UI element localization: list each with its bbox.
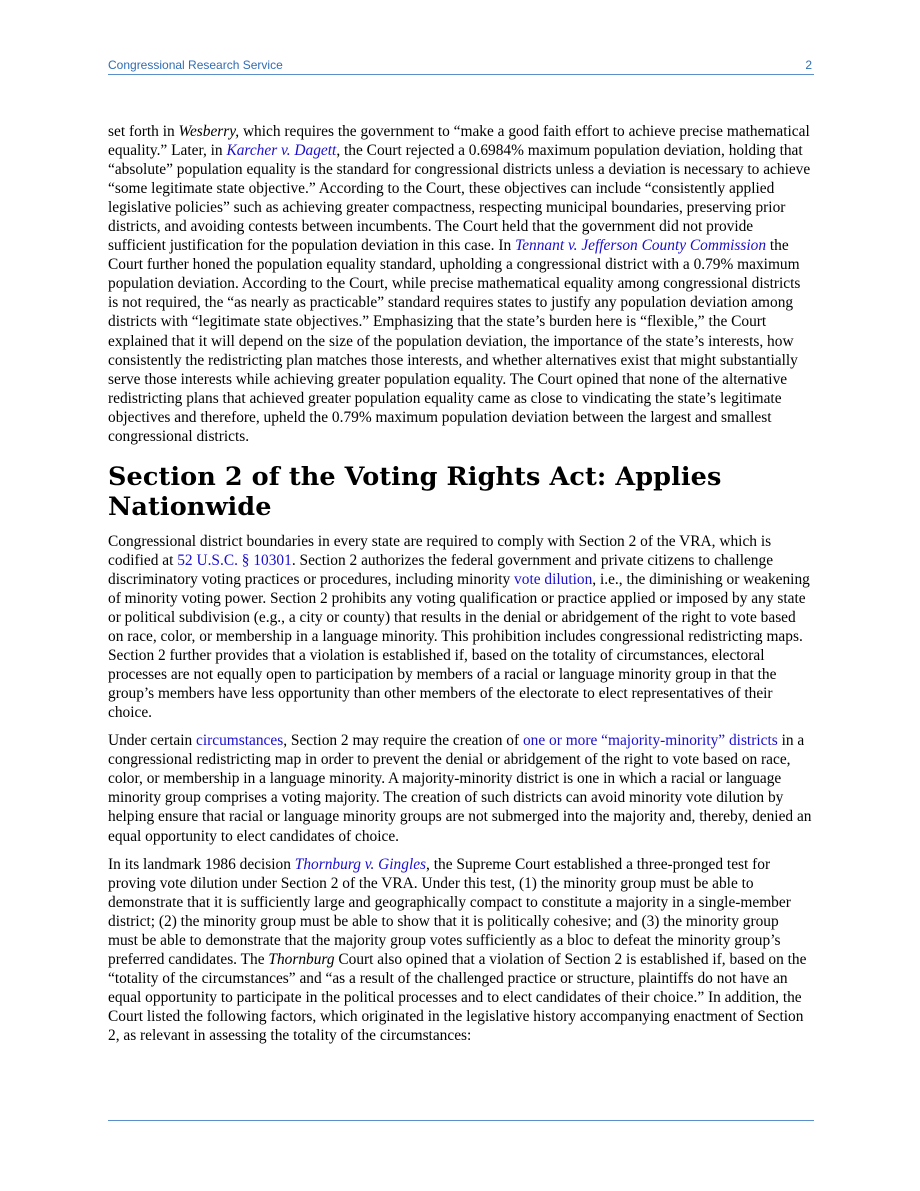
section-heading: Section 2 of the Voting Rights Act: Applies Nationwide xyxy=(108,461,722,522)
link-majority-minority-districts[interactable]: one or more “majority-minority” districts xyxy=(522,732,778,750)
case-name: Wesberry, xyxy=(178,123,240,140)
link-circumstances[interactable]: circumstances xyxy=(196,732,284,750)
case-name: Thornburg xyxy=(268,950,335,968)
link-tennant-v-jefferson-county[interactable]: Tennant v. Jefferson County Commission xyxy=(515,237,767,255)
document-body xyxy=(108,122,812,1054)
footer-rule xyxy=(108,1120,814,1121)
link-thornburg-v-gingles[interactable]: Thornburg v. Gingles xyxy=(294,855,427,873)
paragraph-population-equality: set forth in Wesberry, which requires the government to “make a good faith effort to achieve precise mathematical equality.” Later, in Karcher v. Dagett, the Court rejected a 0.6984% maximum population deviation, holding that “absolute” population equality is the standard for congressional districts unless a deviation is necessary to achieve “some legitimate state objective.” According to the Court, these objectives can include “consistently applied legislative policies” such as achieving greater compactness, respecting municipal boundaries, preserving prior districts, and avoiding contests between incumbents. The Court held that the government did not provide sufficient justification for the population deviation in this case. In Tennant v. Jefferson County Commission the Court further honed the population equality standard, upholding a congressional district with a 0.79% maximum population deviation. According to the Court, while precise mathematical equality among congressional districts is not required, the “as nearly as practicable” standard requires states to justify any population deviation among districts with “legitimate state objectives.” Emphasizing that the state’s burden here is “flexible,” the Court explained that it will depend on the size of the population deviation, the importance of the state’s interests, how consistently the redistricting plan matches those interests, and whether alternatives exist that might substantially serve those interests while achieving greater population equality. The Court opined that none of the alternative redistricting plans that achieved greater population equality came as close to vindicating the state’s legitimate objectives and therefore, upheld the 0.79% maximum population deviation between the largest and smallest congressional districts. xyxy=(108,123,811,445)
paragraph-thornburg: In its landmark 1986 decision Thornburg v. Gingles, the Supreme Court established a three-pronged test for proving vote dilution under Section 2 of the VRA. Under this test, (1) the minority group must be able to demonstrate that it is sufficiently large and geographically compact to constitute a majority in a single-member district; (2) the minority group must be able to show that it is politically cohesive; and (3) the minority group must be able to demonstrate that the majority group votes sufficiently as a bloc to defeat the minority group’s preferred candidates. The Thornburg Court also opined that a violation of Section 2 is established if, based on the “totality of the circumstances” and “as a result of the challenged practice or structure, plaintiffs do not have an equal opportunity to participate in the political processes and to elect candidates of their choice.” In addition, the Court listed the following factors, which originated in the legislative history accompanying enactment of Section 2, as relevant in assessing the totality of the circumstances: xyxy=(108,855,807,1044)
link-karcher-v-dagett[interactable]: Karcher v. Dagett xyxy=(226,142,337,160)
link-52-usc-10301[interactable]: 52 U.S.C. § 10301 xyxy=(177,551,292,569)
page-header xyxy=(108,57,814,75)
publisher-name: Congressional Research Service xyxy=(108,58,283,72)
page-number: 2 xyxy=(805,58,812,72)
link-vote-dilution[interactable]: vote dilution xyxy=(514,570,593,588)
paragraph-section-2: Congressional district boundaries in every state are required to comply with Section 2 of the VRA, which is codified at 52 U.S.C. § 10301. Section 2 authorizes the federal government and private citizens to challenge discriminatory voting practices or procedures, including minority vote dilution, i.e., the diminishing or weakening of minority voting power. Section 2 prohibits any voting qualification or practice applied or imposed by any state or political subdivision (e.g., a city or county) that results in the denial or abridgement of the right to vote based on race, color, or membership in a language minority. This prohibition includes congressional redistricting maps. Section 2 further provides that a violation is established if, based on the totality of circumstances, electoral processes are not equally open to participation by members of a racial or language minority group in that the group’s members have less opportunity than other members of the electorate to elect representatives of their choice. xyxy=(108,532,810,722)
paragraph-majority-minority: Under certain circumstances, Section 2 may require the creation of one or more “majority-minority” districts in a congressional redistricting map in order to prevent the denial or abridgement of the right to vote based on race, color, or membership in a language minority. A majority-minority district is one in which a racial or language minority group comprises a voting majority. The creation of such districts can avoid minority vote dilution by helping ensure that racial or language minority groups are not submerged into the majority and, thereby, denied an equal opportunity to elect candidates of choice. xyxy=(108,732,812,845)
